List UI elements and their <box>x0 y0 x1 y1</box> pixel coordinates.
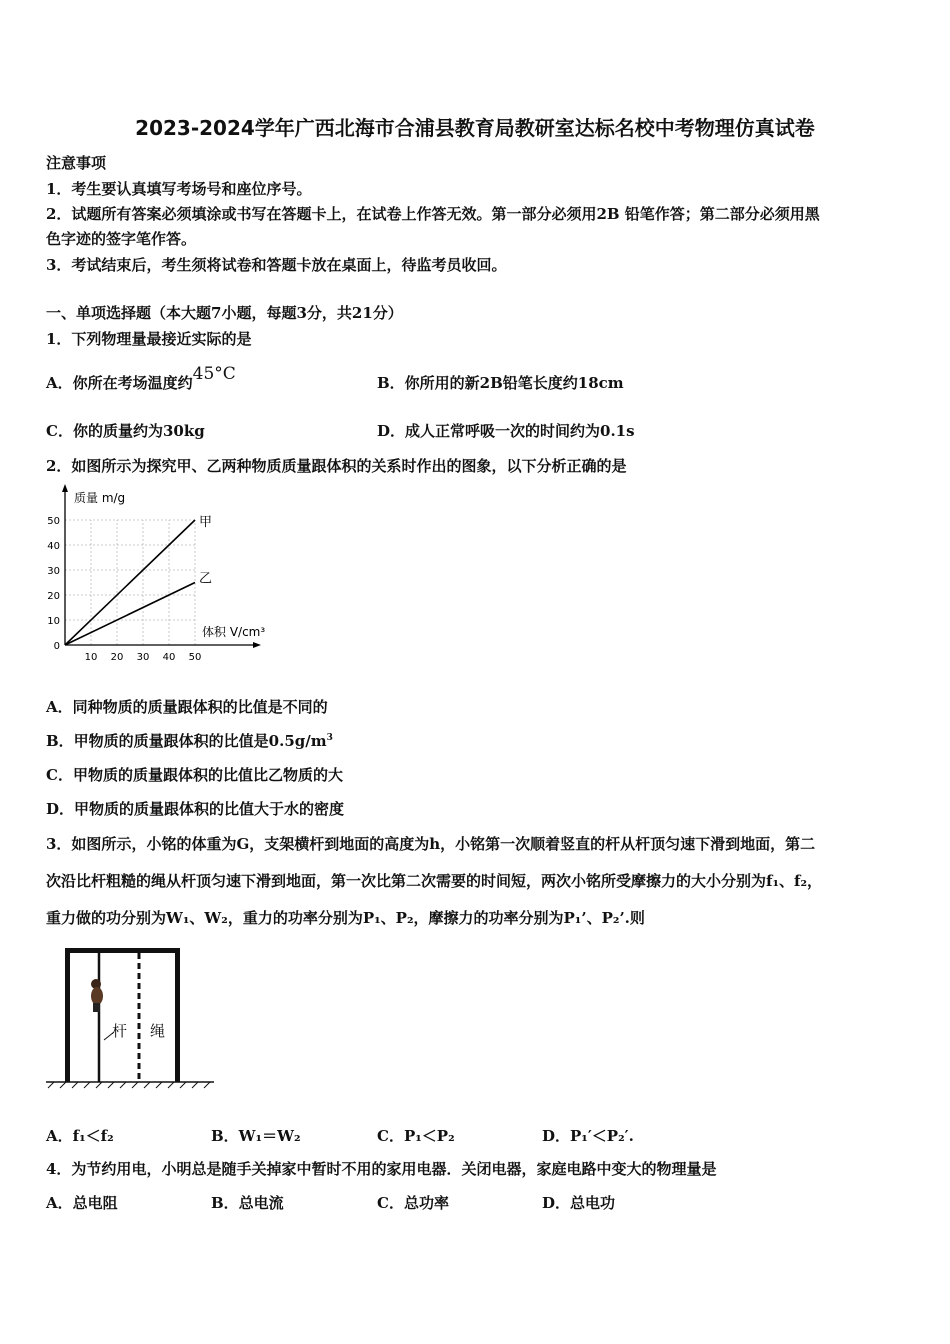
y-axis-arrow <box>62 484 68 492</box>
y-tick-label-3: 30 <box>47 566 60 577</box>
q2-option-d: D．甲物质的质量跟体积的比值大于水的密度 <box>46 800 345 818</box>
chart-ticks <box>47 516 201 663</box>
rope-label: 绳 <box>150 1022 166 1040</box>
y-tick-label-2: 20 <box>47 591 60 602</box>
y-tick-label-1: 10 <box>47 616 60 627</box>
x-axis-arrow <box>253 642 261 648</box>
q4-option-a: A．总电阻 <box>46 1194 118 1212</box>
notes-heading: 注意事项 <box>46 154 107 172</box>
note-item-3: 3．考试结束后，考生须将试卷和答题卡放在桌面上，待监考员收回。 <box>46 256 507 274</box>
q2-option-a: A．同种物质的质量跟体积的比值是不同的 <box>46 698 328 716</box>
q1-option-d: D．成人正常呼吸一次的时间约为0.1s <box>377 422 635 440</box>
x-tick-label-1: 20 <box>110 652 124 663</box>
q3-line-3: 重力做的功分别为W₁、W₂，重力的功率分别为P₁、P₂，摩擦力的功率分别为P₁’、P₂’.则 <box>46 909 645 927</box>
note-item-1: 1．考生要认真填写考场号和座位序号。 <box>46 180 312 198</box>
section-heading: 一、单项选择题（本大题7小题，每题3分，共21分） <box>46 304 403 322</box>
frame-crossbar <box>65 948 180 953</box>
x-tick-label-3: 40 <box>162 652 176 663</box>
exam-title: 2023-2024学年广西北海市合浦县教育局教研室达标名校中考物理仿真试卷 <box>135 116 815 140</box>
q1-option-a <box>46 364 236 393</box>
series-label-yi: 乙 <box>199 571 213 587</box>
y-tick-label-5: 50 <box>47 516 60 527</box>
pole-label: 杆 <box>112 1022 128 1040</box>
q1-option-a-value: 45°C <box>192 364 236 384</box>
q2-option-c: C．甲物质的质量跟体积的比值比乙物质的大 <box>46 766 343 784</box>
note-item-2-cont: 色字迹的签字笔作答。 <box>46 230 197 248</box>
x-tick-label-2: 30 <box>136 652 150 663</box>
q3-option-d: D．P₁′＜P₂′. <box>542 1127 634 1145</box>
x-axis-label: 体积 V/cm³ <box>202 625 266 639</box>
q3-option-b: B．W₁＝W₂ <box>211 1127 301 1145</box>
y-axis-label: 质量 m/g <box>74 491 126 505</box>
series-line-yi <box>65 583 195 646</box>
x-tick-label-0: 10 <box>84 652 98 663</box>
frame-right-post <box>175 948 180 1082</box>
q3-option-c: C．P₁＜P₂ <box>377 1127 455 1145</box>
q2-option-b-text: B．甲物质的质量跟体积的比值是0.5g/m <box>46 732 327 750</box>
q4-option-d: D．总电功 <box>542 1194 616 1212</box>
q2-option-b <box>46 730 333 751</box>
q1-option-b: B．你所用的新2B铅笔长度约18cm <box>377 374 624 392</box>
q1-option-a-text: A．你所在考场温度约 <box>46 374 193 392</box>
y-tick-label-0: 0 <box>53 641 60 652</box>
q2-option-b-sup: 3 <box>326 733 333 743</box>
q2-stem: 2．如图所示为探究甲、乙两种物质质量跟体积的关系时作出的图象，以下分析正确的是 <box>46 457 627 475</box>
series-label-jia: 甲 <box>199 515 213 530</box>
q3-line-2: 次沿比杆粗糙的绳从杆顶匀速下滑到地面，第一次比第二次需要的时间短，两次小铭所受摩擦力的大小分别为f₁、f₂， <box>46 872 823 890</box>
chart-series <box>65 515 212 645</box>
person-icon <box>91 979 103 1012</box>
frame-left-post <box>65 948 70 1082</box>
y-tick-label-4: 40 <box>47 541 60 552</box>
note-item-2: 2．试题所有答案必须填涂或书写在答题卡上，在试卷上作答无效。第一部分必须用2B 铅笔作答；第二部分必须用黑 <box>46 205 820 223</box>
series-line-jia <box>65 520 195 645</box>
pole-rope-figure <box>44 940 219 1090</box>
x-tick-label-4: 50 <box>188 652 202 663</box>
q4-option-c: C．总功率 <box>377 1194 449 1212</box>
q3-line-1: 3．如图所示，小铭的体重为G，支架横杆到地面的高度为h，小铭第一次顺着竖直的杆从杆顶匀速下滑到地面，第二 <box>46 835 816 853</box>
q1-option-c: C．你的质量约为30kg <box>46 422 205 440</box>
ground-hatch <box>48 1082 210 1088</box>
q1-stem: 1．下列物理量最接近实际的是 <box>46 330 252 348</box>
q4-option-b: B．总电流 <box>211 1194 284 1212</box>
q3-option-a: A．f₁＜f₂ <box>46 1127 114 1145</box>
mass-volume-chart <box>42 480 272 665</box>
q4-stem: 4．为节约用电，小明总是随手关掉家中暂时不用的家用电器．关闭电器，家庭电路中变大的物理量是 <box>46 1160 717 1178</box>
